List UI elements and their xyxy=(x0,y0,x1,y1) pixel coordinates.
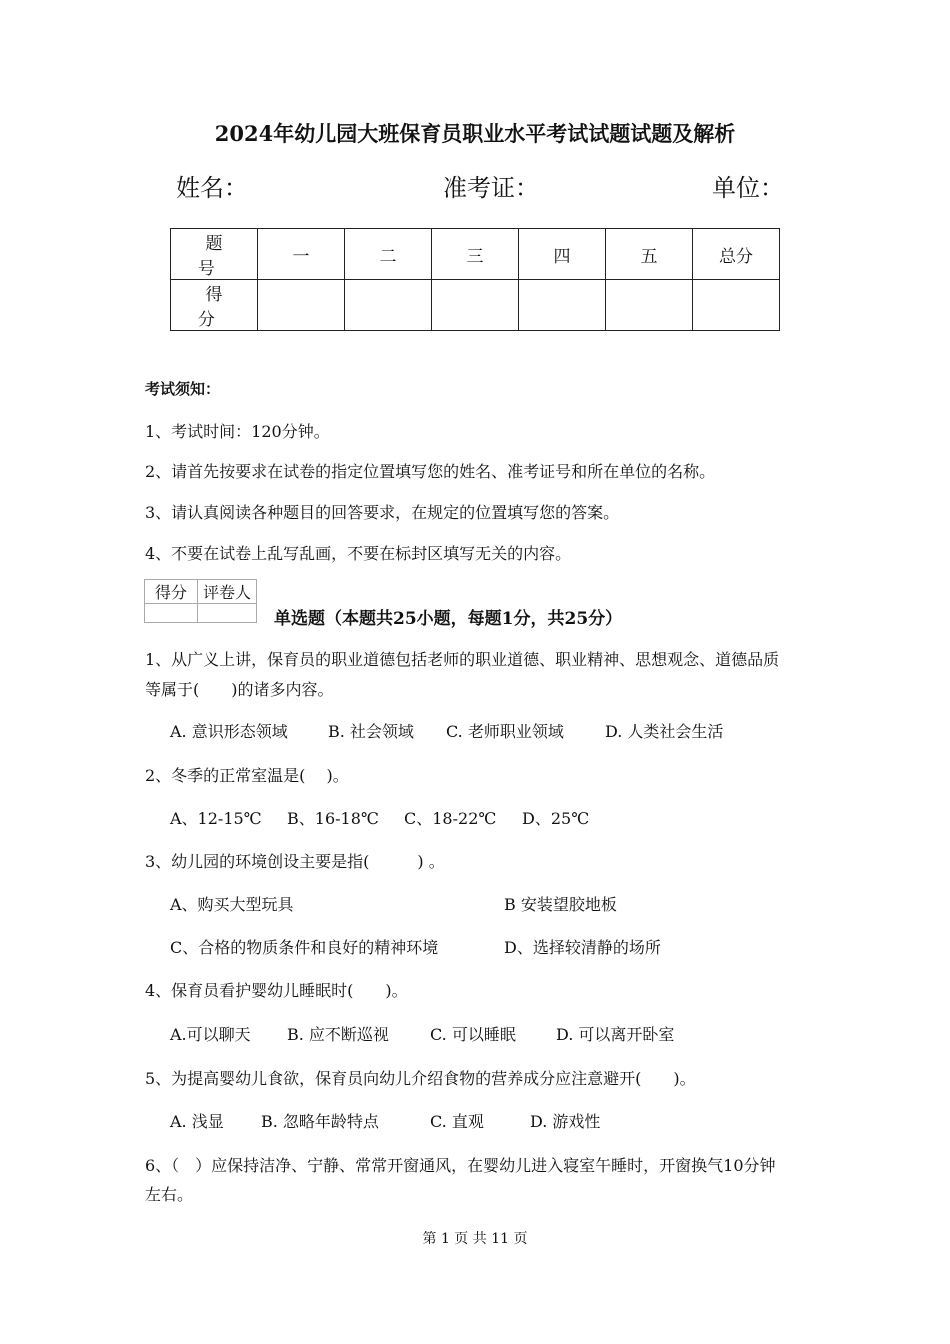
score-table-cell: 三 xyxy=(432,229,519,280)
option-d: D. 人类社会生活 xyxy=(605,722,724,741)
question-3: 3、幼儿园的环境创设主要是指( ) 。 xyxy=(145,852,445,871)
score-table-cell: 总分 xyxy=(693,229,780,280)
score-table-cell: 四 xyxy=(519,229,606,280)
notice-item: 2、请首先按要求在试卷的指定位置填写您的姓名、准考证号和所在单位的名称。 xyxy=(145,462,716,481)
question-5: 5、为提高婴幼儿食欲，保育员向幼儿介绍食物的营养成分应注意避开( )。 xyxy=(145,1069,696,1088)
question-1-cont: 等属于( )的诸多内容。 xyxy=(145,680,334,699)
notice-item: 4、不要在试卷上乱写乱画，不要在标封区填写无关的内容。 xyxy=(145,544,572,563)
score-cell-empty xyxy=(519,280,606,331)
grader-cell-empty xyxy=(145,604,198,623)
page-title: 2024年幼儿园大班保育员职业水平考试试题试题及解析 xyxy=(214,121,736,146)
option-d: D、25℃ xyxy=(522,809,590,828)
score-table xyxy=(170,228,780,331)
grader-cell-empty xyxy=(198,604,257,623)
unit-field-label: 单位： xyxy=(712,174,784,202)
question-4: 4、保育员看护婴幼儿睡眠时( )。 xyxy=(145,981,408,1000)
grader-box xyxy=(144,579,257,623)
score-cell-empty xyxy=(258,280,345,331)
option-b: B、16-18℃ xyxy=(287,809,379,828)
score-table-score-row xyxy=(171,280,780,331)
option-d: D. 可以离开卧室 xyxy=(556,1025,675,1044)
section-title: 单选题（本题共25小题，每题1分，共25分） xyxy=(274,609,623,629)
score-table-cell: 二 xyxy=(345,229,432,280)
option-c: C、18-22℃ xyxy=(404,809,497,828)
option-a: A. 意识形态领域 xyxy=(170,722,288,741)
notice-item: 1、考试时间：120分钟。 xyxy=(145,422,330,441)
score-table-cell: 题 号 xyxy=(171,229,258,280)
option-a: A. 浅显 xyxy=(170,1112,224,1131)
grader-score-label: 得分 xyxy=(145,580,198,604)
question-1: 1、从广义上讲，保育员的职业道德包括老师的职业道德、职业精神、思想观念、道德品质 xyxy=(145,650,780,669)
option-a: A.可以聊天 xyxy=(170,1025,251,1044)
question-6: 6、（ ）应保持洁净、宁静、常常开窗通风，在婴幼儿进入寝室午睡时，开窗换气10分钟 xyxy=(145,1156,776,1175)
option-b: B. 忽略年龄特点 xyxy=(261,1112,379,1131)
score-table-cell: 一 xyxy=(258,229,345,280)
score-cell-empty xyxy=(606,280,693,331)
page-footer: 第 1 页 共 11 页 xyxy=(422,1231,528,1247)
score-cell-empty xyxy=(693,280,780,331)
option-a: A、12-15℃ xyxy=(170,809,262,828)
option-a: A、购买大型玩具 xyxy=(170,895,294,914)
option-d: D. 游戏性 xyxy=(530,1112,601,1131)
option-d: D、选择较清静的场所 xyxy=(504,938,661,957)
score-table-header-row xyxy=(171,229,780,280)
name-field-label: 姓名： xyxy=(176,174,248,202)
score-table-cell: 得 分 xyxy=(171,280,258,331)
notice-item: 3、请认真阅读各种题目的回答要求，在规定的位置填写您的答案。 xyxy=(145,503,620,522)
option-b: B. 社会领域 xyxy=(328,722,414,741)
option-c: C、合格的物质条件和良好的精神环境 xyxy=(170,938,439,957)
notice-heading: 考试须知： xyxy=(145,380,221,398)
question-2: 2、冬季的正常室温是( )。 xyxy=(145,766,349,785)
option-c: C. 老师职业领域 xyxy=(446,722,564,741)
score-table-cell: 五 xyxy=(606,229,693,280)
grader-reviewer-label: 评卷人 xyxy=(198,580,257,604)
option-c: C. 可以睡眠 xyxy=(430,1025,516,1044)
option-c: C. 直观 xyxy=(430,1112,484,1131)
score-cell-empty xyxy=(432,280,519,331)
question-6-cont: 左右。 xyxy=(145,1185,194,1204)
exam-id-field-label: 准考证： xyxy=(443,174,539,202)
option-b: B. 应不断巡视 xyxy=(287,1025,389,1044)
score-cell-empty xyxy=(345,280,432,331)
option-b: B 安装望胶地板 xyxy=(504,895,617,914)
